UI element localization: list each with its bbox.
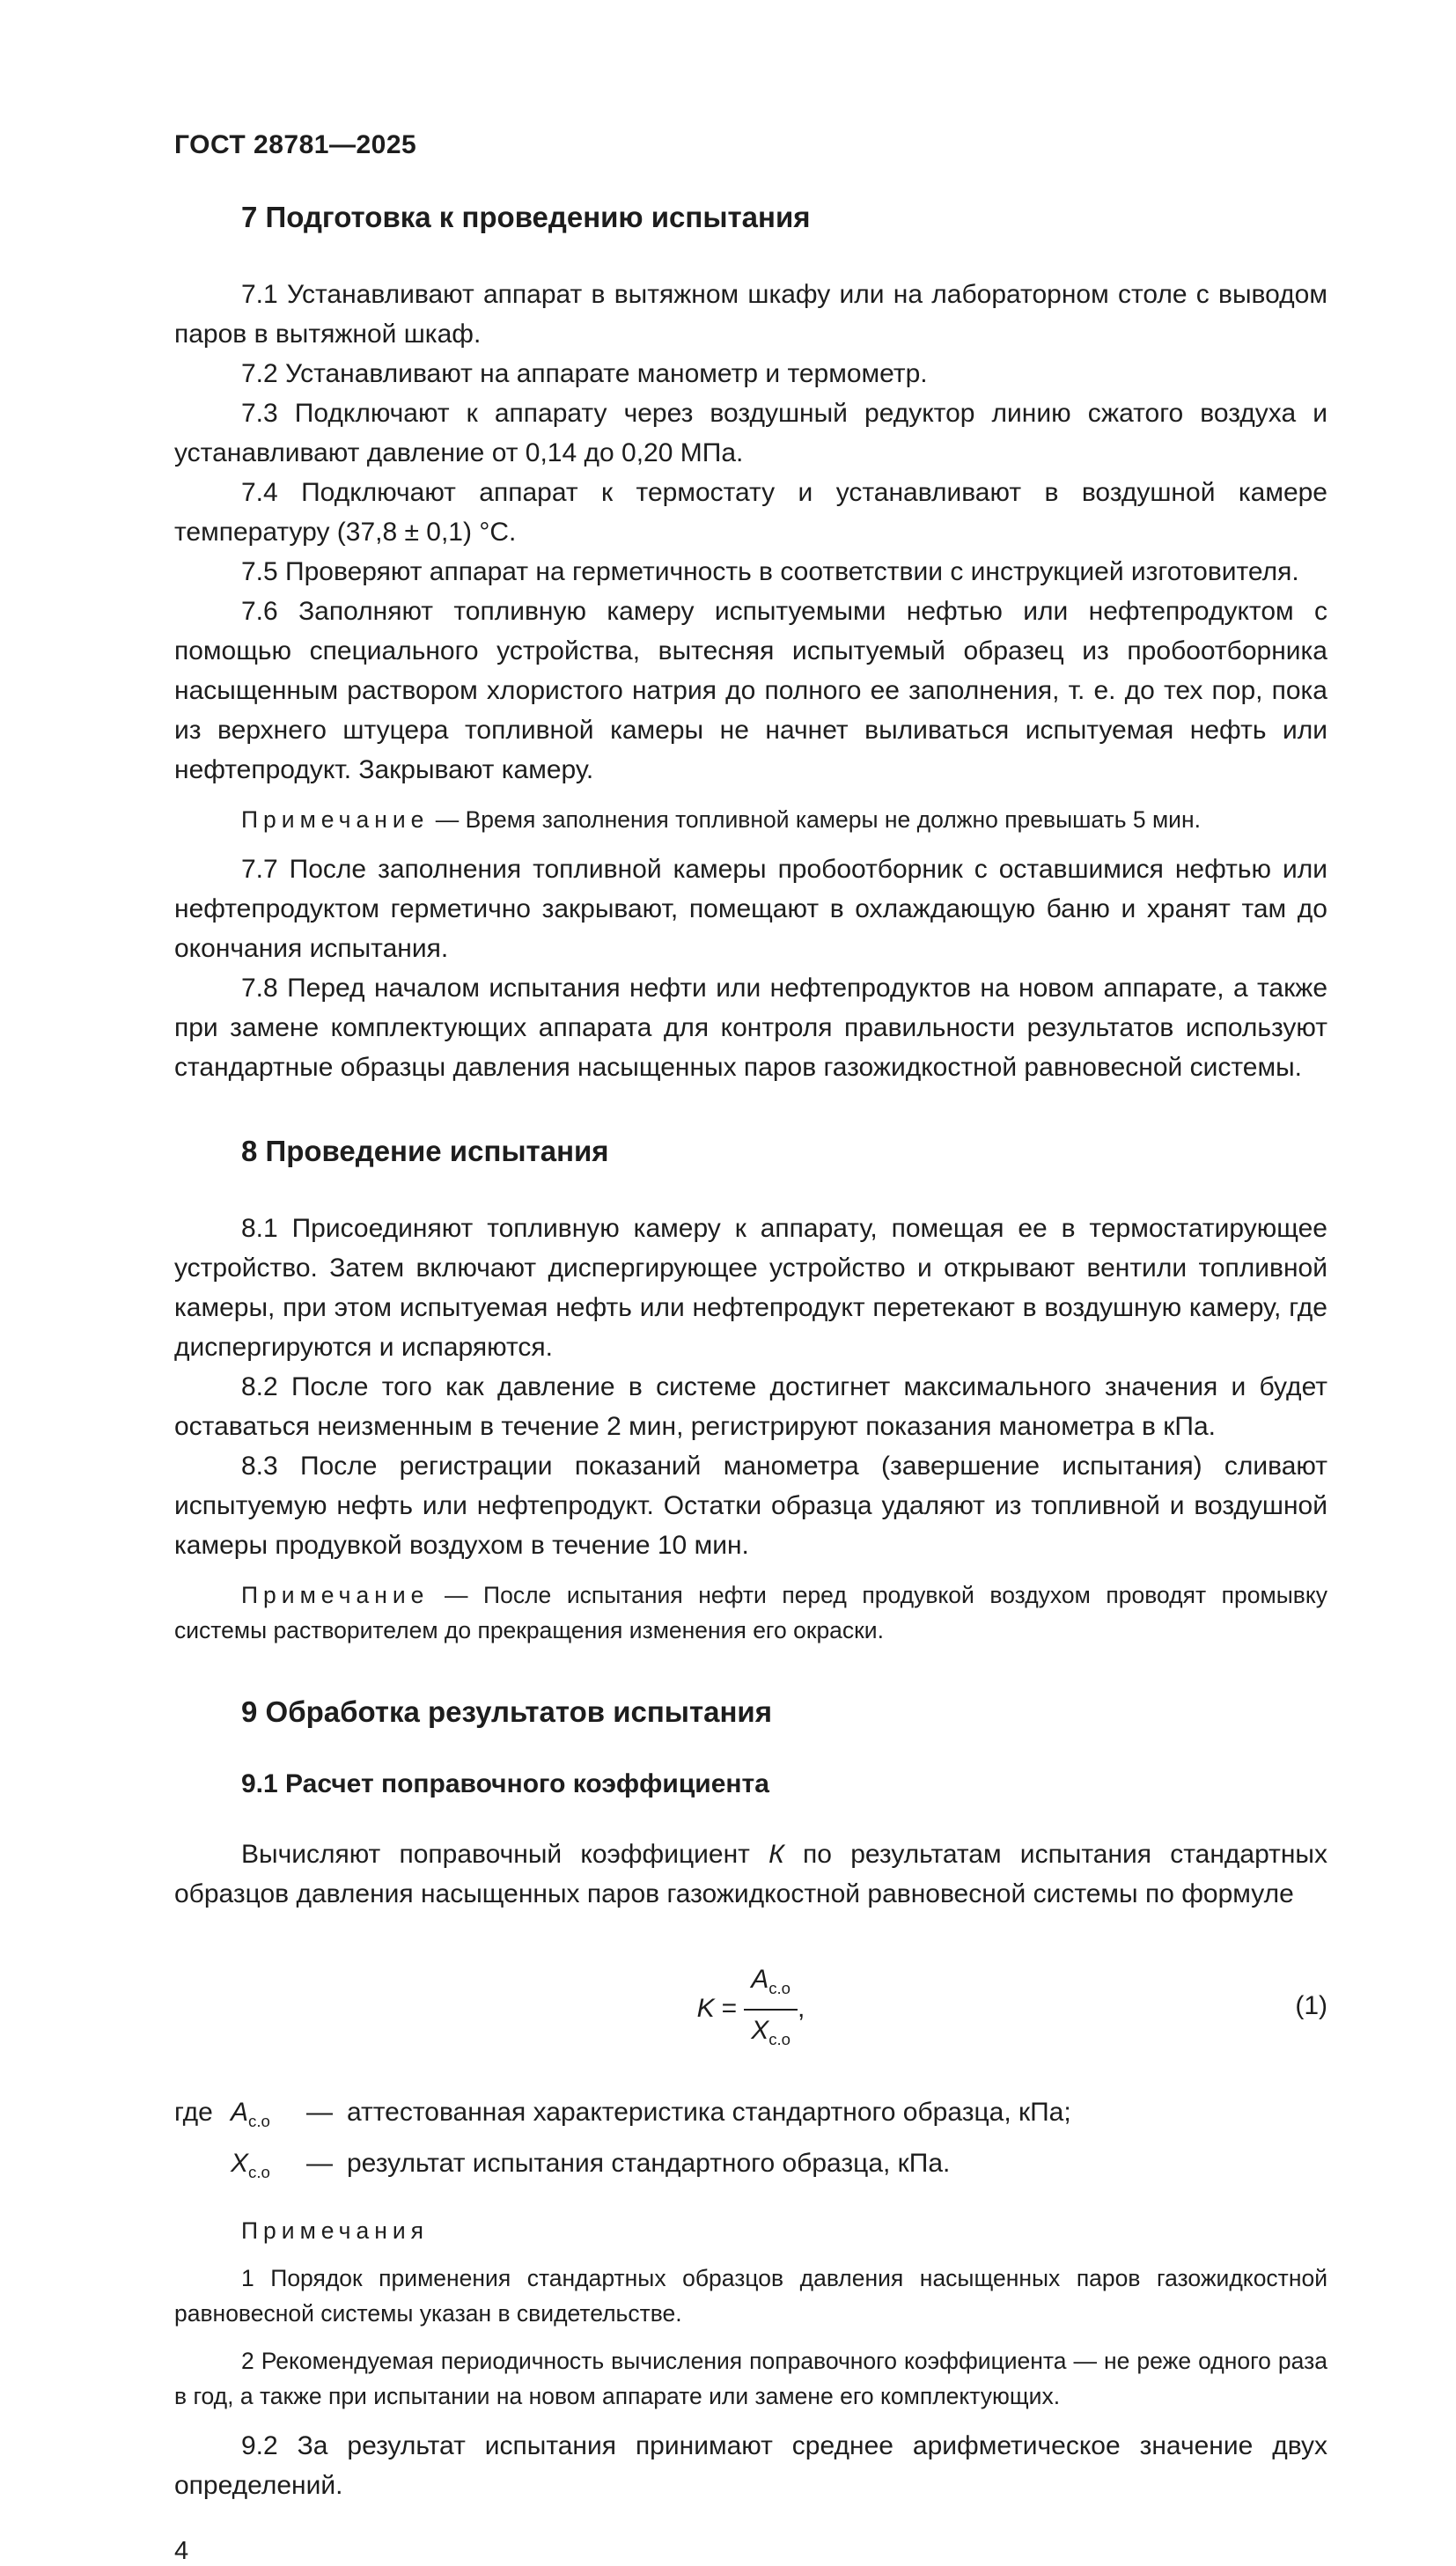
paragraph-8-3: 8.3 После регистрации показаний манометра (завершение испытания) сливают испытуемую нефть или нефтепродукт. Остатки образца удаляют из топливной и воздушной камеры продувкой воздухом в течение 10 мин.	[174, 1452, 1327, 1560]
fraction-numerator	[744, 1963, 798, 2011]
coefficient-k-symbol: К	[768, 1840, 784, 1869]
formula-expression	[697, 1963, 805, 2056]
fraction	[744, 1963, 798, 2056]
symbol-subscript: с.о	[248, 2163, 270, 2181]
section-9-title: 9 Обработка результатов испытания	[241, 1695, 772, 1728]
paragraph-7-3: 7.3 Подключают к аппарату через воздушный редуктор линию сжатого воздуха и устанавливают давление от 0,14 до 0,20 МПа.	[174, 399, 1327, 467]
denominator-symbol: X	[751, 2016, 769, 2045]
paragraph-7-6: 7.6 Заполняют топливную камеру испытуемыми нефтью или нефтепродуктом с помощью специального устройства, вытесняя испытуемый образец из пробоотборника насыщенным раствором хлористого натрия до полного ее заполнения, т. е. до тех пор, пока из верхнего штуцера топливной камеры не начнет выливаться испытуемая нефть или нефтепродукт. Закрывают камеру.	[174, 597, 1327, 784]
dash: —	[306, 2098, 333, 2127]
paragraph-7-8: 7.8 Перед началом испытания нефти или нефтепродуктов на новом аппарате, а также при замене комплектующих аппарата для контроля правильности результатов используют стандартные образцы давления насыщенных паров газожидкостной равновесной системы.	[174, 974, 1327, 1082]
legend-text-a: аттестованная характеристика стандартного образца, кПа;	[347, 2098, 1071, 2127]
paragraph-9-2: 9.2 За результат испытания принимают среднее арифметическое значение двух определений.	[174, 2431, 1327, 2500]
symbol-subscript: с.о	[248, 2112, 270, 2130]
symbol-a	[231, 2092, 306, 2143]
formula-comma: ,	[798, 1993, 805, 2023]
note-label: Примечание	[241, 806, 430, 833]
paragraph-7-4: 7.4 Подключают аппарат к термостату и устанавливают в воздушной камере температуру (37,8 ± 0,1) °С.	[174, 478, 1327, 547]
note-label: Примечание	[241, 1582, 430, 1608]
formula-lhs: K	[696, 1993, 715, 2023]
note-section-7	[174, 802, 1327, 837]
note-item-2: 2 Рекомендуемая периодичность вычисления поправочного коэффициента — не реже одного раза в год, а также при испытании на новом аппарате или замене его комплектующих.	[174, 2348, 1327, 2409]
paragraph-7-2: 7.2 Устанавливают на аппарате манометр и термометр.	[241, 359, 928, 388]
numerator-subscript: с.о	[768, 1979, 791, 1997]
paragraph-7-1: 7.1 Устанавливают аппарат в вытяжном шкафу или на лабораторном столе с выводом паров в вытяжной шкаф.	[174, 280, 1327, 349]
legend-text-x: результат испытания стандартного образца, кПа.	[347, 2149, 951, 2178]
symbol-letter: A	[231, 2098, 249, 2127]
numerator-symbol: A	[751, 1965, 769, 1994]
legend-row-x	[174, 2143, 1327, 2194]
note-item-1: 1 Порядок применения стандартных образцов давления насыщенных паров газожидкостной равновесной системы указан в свидетельстве.	[174, 2265, 1327, 2327]
paragraph-9-1-text: Вычисляют поправочный коэффициент	[241, 1840, 769, 1869]
section-9-1-subtitle: 9.1 Расчет поправочного коэффициента	[241, 1769, 769, 1798]
section-7-title: 7 Подготовка к проведению испытания	[241, 201, 811, 233]
equation-number: (1)	[1295, 1991, 1327, 2020]
fraction-denominator	[744, 2011, 798, 2056]
symbol-x	[231, 2143, 306, 2194]
notes-label-text: Примечания	[241, 2217, 429, 2244]
paragraph-9-1	[174, 1834, 1327, 1914]
document-header: ГОСТ 28781—2025	[174, 130, 417, 159]
page-number: 4	[174, 2537, 189, 2565]
note-section-8	[174, 1577, 1327, 1648]
note-text: — Время заполнения топливной камеры не должно превышать 5 мин.	[435, 806, 1201, 833]
paragraph-7-7: 7.7 После заполнения топливной камеры пробоотборник с оставшимися нефтью или нефтепродуктом герметично закрывают, помещают в охлаждающую баню и хранят там до окончания испытания.	[174, 855, 1327, 963]
dash: —	[306, 2149, 333, 2178]
paragraph-7-5: 7.5 Проверяют аппарат на герметичность в соответствии с инструкцией изготовителя.	[241, 557, 1299, 586]
notes-heading	[174, 2213, 1327, 2248]
paragraph-8-1: 8.1 Присоединяют топливную камеру к аппарату, помещая ее в термостатирующее устройство. Затем включают диспергирующее устройство и открывают вентили топливной камеры, при этом испытуемая нефть или нефтепродукт перетекают в воздушную камеру, где диспергируются и испаряются.	[174, 1214, 1327, 1362]
denominator-subscript: с.о	[768, 2030, 791, 2048]
symbol-letter: X	[231, 2149, 249, 2178]
legend-row-a	[174, 2092, 1327, 2143]
paragraph-8-2: 8.2 После того как давление в системе достигнет максимального значения и будет оставаться неизменным в течение 2 мин, регистрируют показания манометра в кПа.	[174, 1372, 1327, 1441]
formula-legend	[174, 2092, 1327, 2194]
equals-sign: =	[721, 1993, 738, 2023]
where-word: где	[174, 2098, 213, 2127]
note-text: — После испытания нефти перед продувкой воздухом проводят промывку системы растворителем до прекращения изменения его окраски.	[174, 1582, 1327, 1643]
section-8-title: 8 Проведение испытания	[241, 1135, 609, 1167]
paragraph-9-1-text: по результатам испытания стандартных образцов давления насыщенных паров газожидкостной равновесной системы по формуле	[174, 1840, 1327, 1908]
formula-1	[174, 1952, 1327, 2056]
